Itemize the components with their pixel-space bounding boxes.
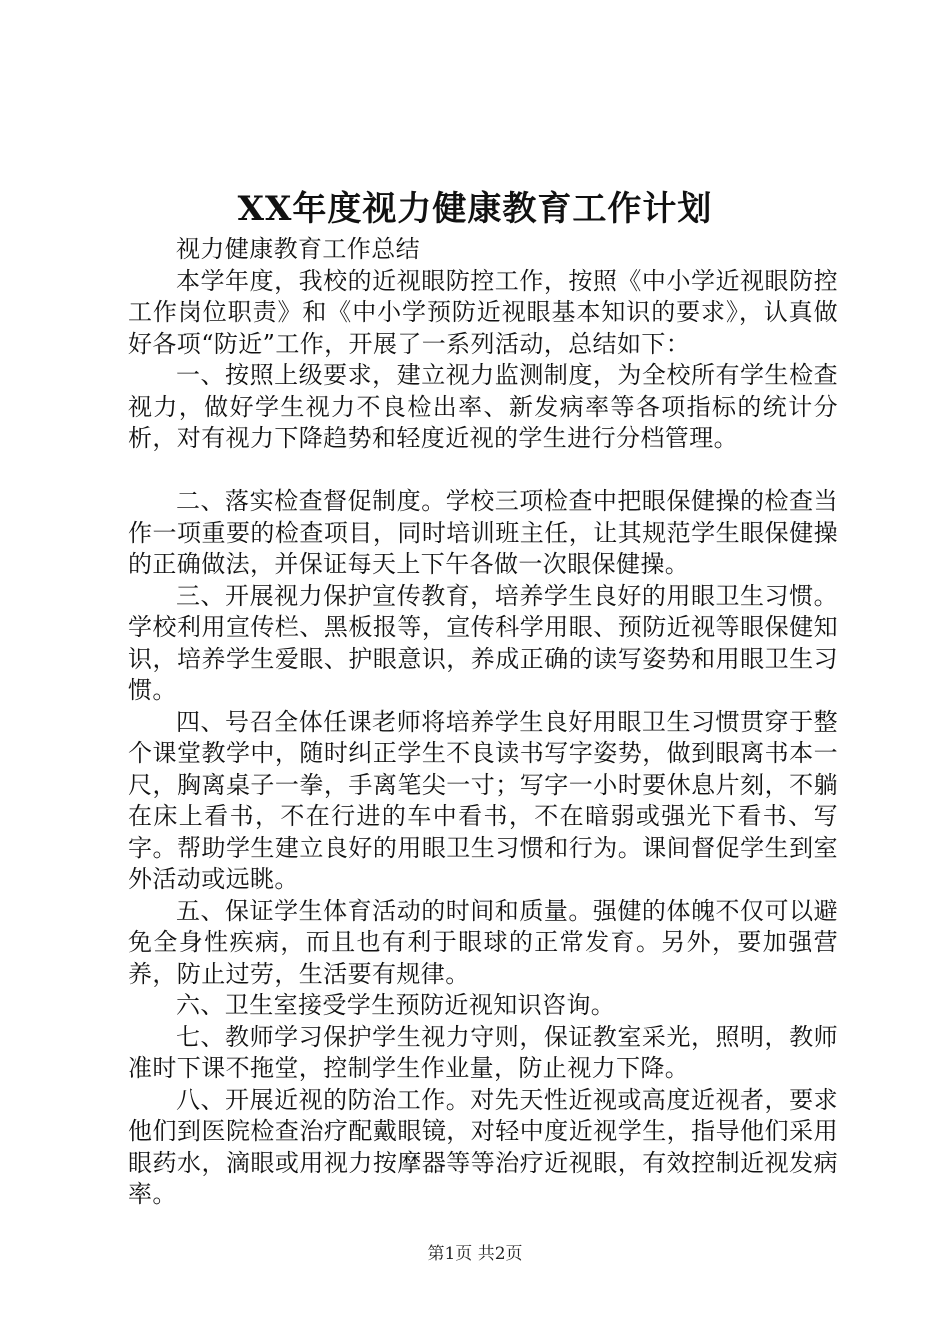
document-body: [128, 234, 838, 1211]
paragraph-item-8: 八、开展近视的防治工作。对先天性近视或高度近视者，要求他们到医院检查治疗配戴眼镜，对轻中度近视学生，指导他们采用眼药水，滴眼或用视力按摩器等等治疗近视眼，有效控制近视发病率。: [128, 1085, 838, 1208]
paragraph-item-4: 四、号召全体任课老师将培养学生良好用眼卫生习惯贯穿于整个课堂教学中，随时纠正学生不良读书写字姿势，做到眼离书本一尺，胸离桌子一拳，手离笔尖一寸；写字一小时要休息片刻，不躺在床上看书，不在行进的车中看书，不在暗弱或强光下看书、写字。帮助学生建立良好的用眼卫生习惯和行为。课间督促学生到室外活动或远眺。: [128, 707, 838, 893]
document-title: XX年度视力健康教育工作计划: [237, 189, 713, 229]
paragraph-intro: 本学年度，我校的近视眼防控工作，按照《中小学近视眼防控工作岗位职责》和《中小学预防近视眼基本知识的要求》，认真做好各项“防近”工作，开展了一系列活动，总结如下：: [128, 266, 838, 358]
blank-line: [128, 455, 838, 487]
paragraph-item-3: 三、开展视力保护宣传教育，培养学生良好的用眼卫生习惯。学校利用宣传栏、黑板报等，宣传科学用眼、预防近视等眼保健知识，培养学生爱眼、护眼意识，养成正确的读写姿势和用眼卫生习惯。: [128, 581, 838, 704]
paragraph-item-6: 六、卫生室接受学生预防近视知识咨询。: [176, 991, 616, 1019]
paragraph-item-7: 七、教师学习保护学生视力守则，保证教室采光，照明，教师准时下课不拖堂，控制学生作业量，防止视力下降。: [128, 1022, 838, 1082]
paragraph-item-1: 一、按照上级要求，建立视力监测制度，为全校所有学生检查视力，做好学生视力不良检出率、新发病率等各项指标的统计分析，对有视力下降趋势和轻度近视的学生进行分档管理。: [128, 361, 838, 452]
paragraph-item-5: 五、保证学生体育活动的时间和质量。强健的体魄不仅可以避免全身性疾病，而且也有利于眼球的正常发育。另外，要加强营养，防止过劳，生活要有规律。: [128, 896, 838, 988]
paragraph-item-2: 二、落实检查督促制度。学校三项检查中把眼保健操的检查当作一项重要的检查项目，同时培训班主任，让其规范学生眼保健操的正确做法，并保证每天上下午各做一次眼保健操。: [128, 487, 838, 578]
page-number-footer: 第1页 共2页: [427, 1244, 523, 1264]
paragraph-subtitle: 视力健康教育工作总结: [176, 235, 420, 263]
